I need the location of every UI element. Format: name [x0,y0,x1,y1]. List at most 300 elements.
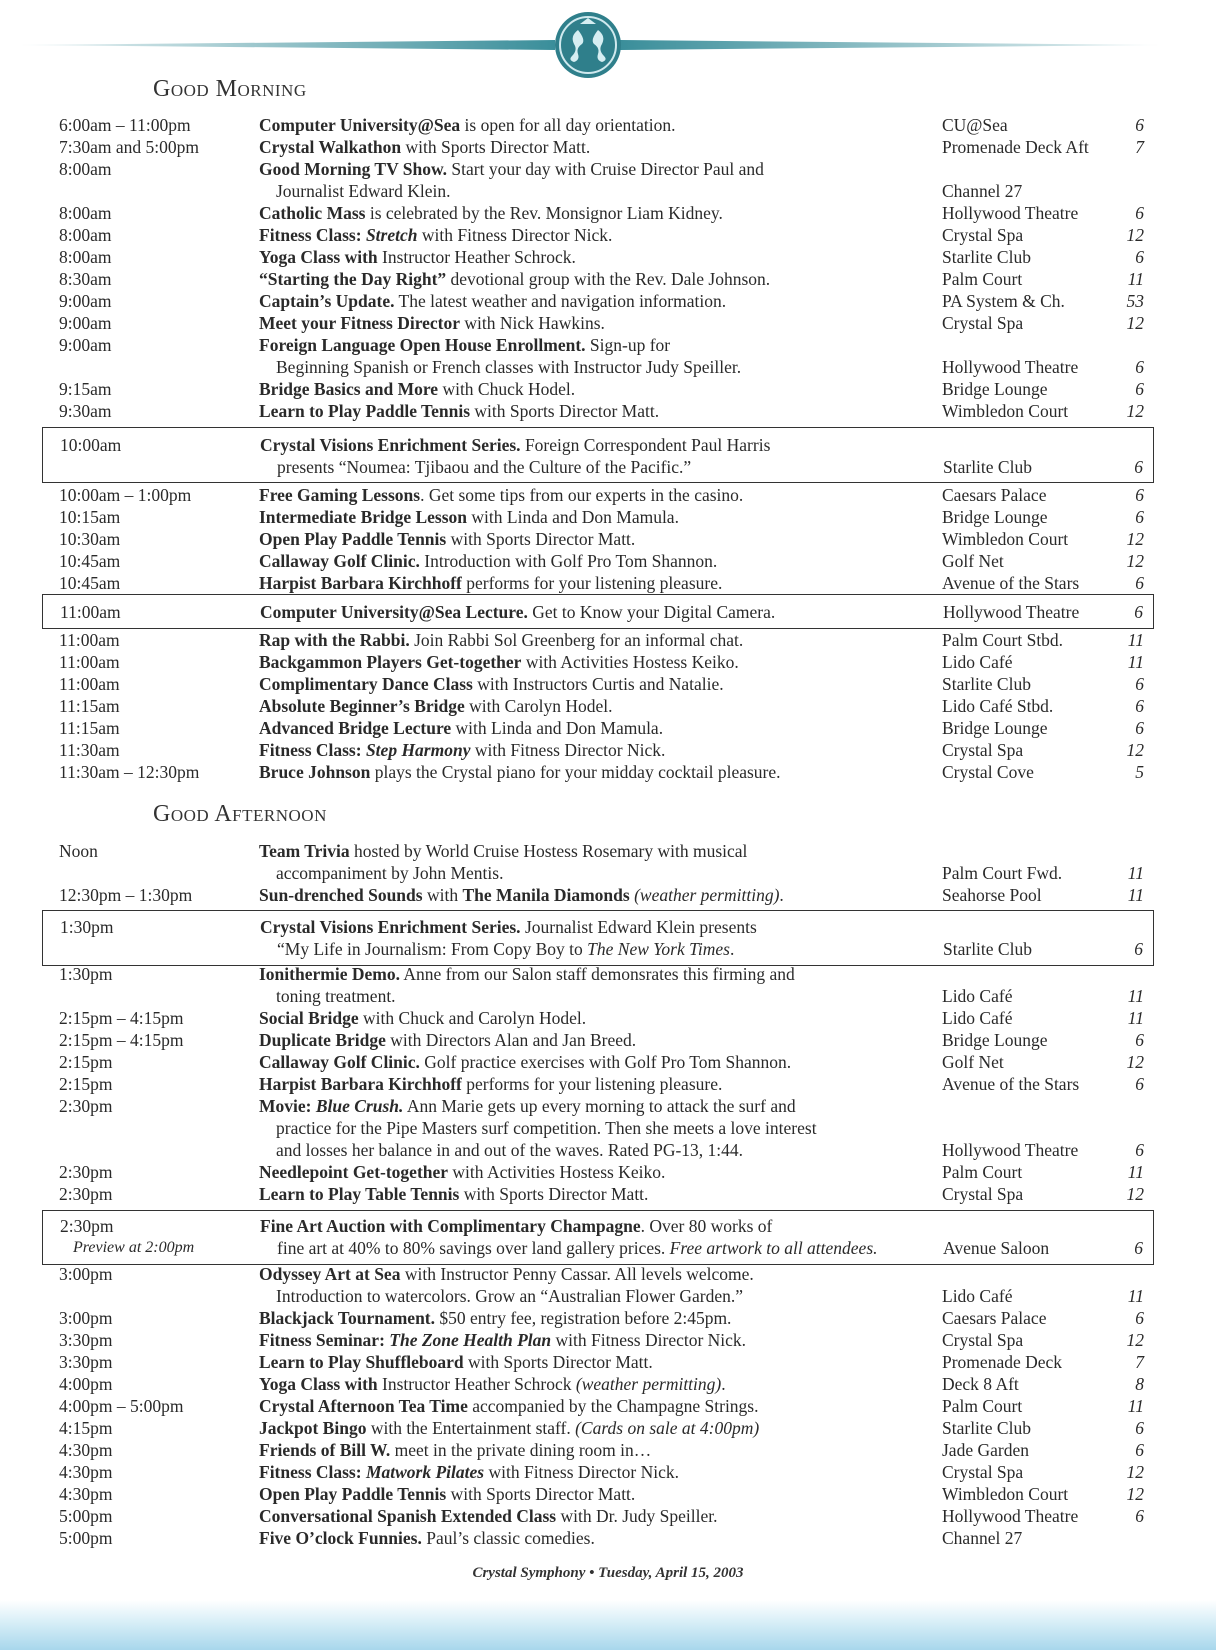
description-emphasis: Advanced Bridge Lecture [259,718,452,738]
event-description [259,550,940,572]
description-text: . Over 80 works of [640,1216,773,1236]
description-emphasis: (Cards on sale at 4:00pm) [575,1418,760,1438]
event-time-text: 8:00am [59,247,112,267]
schedule-row [42,840,1154,884]
event-time-text: 3:30pm [59,1352,113,1372]
event-venue: Wimbledon Court [942,1484,1069,1504]
event-time-text: 7:30am and 5:00pm [59,137,199,157]
event-deck-number: 6 [1135,1030,1144,1050]
schedule-row [42,695,1154,717]
description-emphasis: Captain’s Update. [259,291,395,311]
description-text: is celebrated by the Rev. Monsignor Liam Kidney. [365,203,723,223]
schedule-row [42,334,1154,378]
description-text: with Fitness Director Nick. [551,1330,747,1350]
event-time [59,506,254,528]
description-emphasis: The Zone Health Plan [389,1330,552,1350]
schedule-row [42,1483,1154,1505]
description-text: “My Life in Journalism: From Copy Boy to [277,939,588,959]
description-emphasis: Rap with the Rabbi. [259,630,410,650]
event-venue: Hollywood Theatre [942,1506,1079,1526]
event-venue: Promenade Deck [942,1352,1063,1372]
description-text: hosted by World Cruise Hostess Rosemary with musical [349,841,748,861]
event-time-text: 9:30am [59,401,112,421]
event-venue: Golf Net [942,551,1004,571]
event-description [259,312,940,334]
event-description [259,1417,940,1439]
event-deck-number: 6 [1134,1238,1143,1258]
description-emphasis: Bridge Basics and More [259,379,439,399]
event-preview-note: Preview at 2:00pm [73,1239,195,1256]
schedule-row [42,651,1154,673]
schedule-row [42,1395,1154,1417]
event-time [59,224,254,246]
event-deck-number: 6 [1135,1440,1144,1460]
event-description [259,629,940,651]
description-line [259,1483,940,1505]
description-emphasis: Absolute Beginner’s Bridge [259,696,465,716]
event-venue: Lido Café [942,652,1013,672]
event-description [259,1073,940,1095]
event-time-text: 11:00am [60,602,121,622]
event-deck-number: 11 [1127,885,1144,905]
event-deck-number: 6 [1135,1308,1144,1328]
description-emphasis: Five O’clock Funnies. [259,1528,422,1548]
description-text: Sign-up for [585,335,671,355]
event-time-text: 3:00pm [59,1264,113,1284]
event-venue: Palm Court [942,269,1023,289]
description-emphasis: Open Play Paddle Tennis [259,529,447,549]
description-text: performs for your listening pleasure. [461,573,723,593]
event-venue: Hollywood Theatre [942,1140,1079,1160]
description-emphasis: Yoga Class with [259,1374,378,1394]
event-time [59,1527,254,1549]
event-description [259,1007,940,1029]
afternoon-list-3 [42,1263,1154,1549]
description-emphasis: Fine Art Auction with Complimentary Champagne [260,1216,641,1236]
event-time [59,629,254,651]
event-venue: Palm Court Fwd. [942,863,1063,883]
event-deck-number: 11 [1127,1286,1144,1306]
description-line [259,884,940,906]
event-description [259,290,940,312]
event-description [260,601,941,623]
event-time-text: 11:00am [59,630,120,650]
event-venue: Caesars Palace [942,485,1047,505]
description-continuation: presents “Noumea: Tjibaou and the Culture of the Pacific.” [277,457,692,477]
event-time-text: 10:45am [59,551,121,571]
event-venue: Crystal Cove [942,762,1034,782]
schedule-row [42,1439,1154,1461]
section-title-afternoon: Good Afternoon [153,801,327,827]
section-title-morning: Good Morning [153,76,307,102]
event-time-text: 11:15am [59,696,120,716]
description-emphasis: Free Gaming Lessons [259,485,421,505]
seahorse-emblem-icon [555,12,621,78]
event-time [59,1007,254,1029]
event-description [259,717,940,739]
description-line [259,1051,940,1073]
description-text: with the Entertainment staff. [366,1418,576,1438]
schedule-row [42,378,1154,400]
description-emphasis: Good Morning TV Show. [259,159,448,179]
description-line [259,312,940,334]
description-emphasis: Matwork Pilates [365,1462,485,1482]
description-line [259,1263,940,1285]
description-line [259,114,940,136]
event-venue: Avenue Saloon [943,1238,1050,1258]
description-line [259,158,940,180]
description-text: with Sports Director Matt. [401,137,591,157]
description-emphasis: Callaway Golf Clinic. [259,1052,420,1072]
description-emphasis: (weather permitting) [634,885,780,905]
event-time [59,1263,254,1285]
schedule-row [42,1307,1154,1329]
event-venue: Channel 27 [942,181,1023,201]
schedule-row [42,1461,1154,1483]
description-line [259,629,940,651]
event-venue: CU@Sea [942,115,1008,135]
event-description [259,840,940,884]
event-venue: Lido Café [942,1286,1013,1306]
event-deck-number: 6 [1135,203,1144,223]
description-emphasis: Bruce Johnson [259,762,371,782]
schedule-row [42,246,1154,268]
event-time [59,202,254,224]
event-time [59,1183,254,1205]
event-venue: Crystal Spa [942,740,1024,760]
description-emphasis: Fitness Seminar: [259,1330,390,1350]
schedule-row [42,158,1154,202]
event-time [59,158,254,180]
event-time-text: 10:30am [59,529,121,549]
event-description [259,1483,940,1505]
schedule-row [42,484,1154,506]
event-venue: Hollywood Theatre [942,203,1079,223]
description-text: Introduction with Golf Pro Tom Shannon. [419,551,718,571]
event-time [59,1395,254,1417]
afternoon-list-2 [42,963,1154,1205]
event-description [259,739,940,761]
event-venue: Palm Court [942,1162,1023,1182]
description-text: . [721,1374,726,1394]
event-description [259,1461,940,1483]
event-description [259,1329,940,1351]
description-line [259,673,940,695]
event-deck-number: 7 [1135,137,1144,157]
description-emphasis: Backgammon Players Get-together [259,652,522,672]
event-time-text: 5:00pm [59,1506,113,1526]
event-venue: Starlite Club [943,457,1032,477]
event-description [259,1051,940,1073]
description-emphasis: Computer University@Sea [259,115,461,135]
description-text: performs for your listening pleasure. [461,1074,723,1094]
schedule-row [42,572,1154,594]
event-description [259,484,940,506]
event-time-text: 10:00am – 1:00pm [59,485,192,505]
event-deck-number: 12 [1126,1462,1144,1482]
event-deck-number: 6 [1135,718,1144,738]
event-description [260,916,941,960]
event-time [59,761,254,783]
schedule-row [42,717,1154,739]
description-line [259,528,940,550]
description-emphasis: Intermediate Bridge Lesson [259,507,468,527]
description-text: plays the Crystal piano for your midday cocktail pleasure. [370,762,781,782]
description-line [260,434,941,456]
event-time [59,1307,254,1329]
event-time-text: 2:15pm – 4:15pm [59,1030,184,1050]
description-emphasis: Duplicate Bridge [259,1030,386,1050]
event-time [60,1215,255,1259]
event-deck-number: 11 [1127,1162,1144,1182]
afternoon-box-1 [42,910,1154,966]
event-description [259,572,940,594]
description-emphasis: Movie: [259,1096,316,1116]
event-description [259,528,940,550]
description-continuation: Journalist Edward Klein. [276,181,451,201]
description-text: Get to Know your Digital Camera. [527,602,776,622]
description-emphasis: Stretch [365,225,418,245]
description-line [260,916,941,938]
event-deck-number: 6 [1134,602,1143,622]
event-time-text: 9:00am [59,335,112,355]
event-time-text: 3:30pm [59,1330,113,1350]
event-description [259,506,940,528]
schedule-row [42,136,1154,158]
event-venue: Crystal Spa [942,313,1024,333]
event-deck-number: 12 [1126,313,1144,333]
event-deck-number: 12 [1126,401,1144,421]
event-time-text: 4:30pm [59,1462,113,1482]
description-text: with Fitness Director Nick. [484,1462,679,1482]
event-time-text: 8:00am [59,225,112,245]
event-time-text: 2:30pm [59,1096,113,1116]
event-time-text: 4:00pm [59,1374,113,1394]
event-deck-number: 6 [1135,507,1144,527]
description-text: meet in the private dining room in… [390,1440,652,1460]
event-time [59,1373,254,1395]
description-line [259,1461,940,1483]
event-time-text: 9:15am [59,379,112,399]
event-venue: Palm Court Stbd. [942,630,1064,650]
description-line [259,550,940,572]
schedule-row [42,1417,1154,1439]
description-line [259,1439,940,1461]
morning-box-1 [42,427,1154,483]
event-description [259,695,940,717]
event-description [260,1215,941,1259]
event-deck-number: 11 [1127,630,1144,650]
description-text: with Sports Director Matt. [459,1184,649,1204]
event-time-text: 11:00am [59,674,120,694]
schedule-row [42,290,1154,312]
description-continuation: practice for the Pipe Masters surf competition. Then she meets a love interest [276,1118,817,1138]
description-text: with Carolyn Hodel. [464,696,613,716]
description-emphasis: Yoga Class with [259,247,378,267]
description-text: with Sports Director Matt. [446,529,636,549]
description-text: is open for all day orientation. [460,115,676,135]
event-time-text: 1:30pm [59,964,113,984]
event-description [259,1373,940,1395]
event-description [259,246,940,268]
event-description [259,202,940,224]
schedule-row [42,739,1154,761]
event-venue: Bridge Lounge [942,379,1048,399]
morning-box-2 [42,594,1154,629]
event-time-text: 6:00am – 11:00pm [59,115,191,135]
event-time [59,550,254,572]
event-deck-number: 6 [1135,1074,1144,1094]
event-venue: Golf Net [942,1052,1004,1072]
event-time-text: 11:15am [59,718,120,738]
schedule-row [43,1215,1153,1259]
event-time [59,717,254,739]
event-deck-number: 6 [1135,247,1144,267]
event-time [59,651,254,673]
event-deck-number: 11 [1127,863,1144,883]
description-line [259,378,940,400]
description-emphasis: Step Harmony [365,740,471,760]
event-time-text: 12:30pm – 1:30pm [59,885,193,905]
description-line [259,400,940,422]
description-line [259,695,940,717]
description-line [259,1351,940,1373]
description-line [259,202,940,224]
description-text: accompanied by the Champagne Strings. [467,1396,759,1416]
event-time [59,1051,254,1073]
event-deck-number: 12 [1126,1184,1144,1204]
description-line [259,1029,940,1051]
event-venue: Hollywood Theatre [942,357,1079,377]
event-description [259,1395,940,1417]
description-text: Join Rabbi Sol Greenberg for an informal chat. [409,630,744,650]
event-deck-number: 12 [1126,1484,1144,1504]
event-description [259,136,940,158]
event-description [259,1439,940,1461]
schedule-row [42,550,1154,572]
description-continuation: Introduction to watercolors. Grow an “Australian Flower Garden.” [276,1286,744,1306]
schedule-row [42,761,1154,783]
schedule-row [42,506,1154,528]
afternoon-box-2 [42,1210,1154,1265]
description-line [259,1395,940,1417]
event-deck-number: 6 [1135,1506,1144,1526]
event-venue: Channel 27 [942,1528,1023,1548]
event-description [259,673,940,695]
schedule-row [43,916,1153,960]
event-venue: Starlite Club [942,674,1031,694]
afternoon-list-1 [42,840,1154,906]
event-venue: Wimbledon Court [942,401,1069,421]
event-time [60,434,255,456]
event-time-text: 8:30am [59,269,112,289]
event-time [59,572,254,594]
schedule-row [42,1051,1154,1073]
event-venue: Starlite Club [943,939,1032,959]
event-time [59,1095,254,1117]
event-deck-number: 6 [1135,379,1144,399]
event-deck-number: 12 [1126,551,1144,571]
event-time-text: 11:00am [59,652,120,672]
description-continuation: accompaniment by John Mentis. [276,863,504,883]
description-emphasis: Foreign Language Open House Enrollment. [259,335,586,355]
event-time [59,246,254,268]
event-description [259,378,940,400]
schedule-row [42,1007,1154,1029]
event-time [59,1483,254,1505]
event-time [59,963,254,985]
event-time [59,1329,254,1351]
event-time-text: 9:00am [59,313,112,333]
description-text: with [422,885,463,905]
event-description [260,434,941,478]
event-deck-number: 11 [1127,269,1144,289]
event-venue: Lido Café [942,1008,1013,1028]
event-time-text: 10:15am [59,507,121,527]
description-line [259,1373,940,1395]
description-line [259,651,940,673]
event-description [259,334,940,378]
event-venue: Lido Café [942,986,1013,1006]
description-line [259,268,940,290]
event-time-text: 11:30am – 12:30pm [59,762,200,782]
description-text: . [729,939,735,959]
event-description [259,1351,940,1373]
description-text: with Linda and Don Mamula. [467,507,679,527]
description-text: with Linda and Don Mamula. [451,718,664,738]
event-description [259,1527,940,1549]
description-emphasis: Harpist Barbara Kirchhoff [259,573,462,593]
description-line [260,1215,941,1237]
description-emphasis: Learn to Play Paddle Tennis [259,401,471,421]
schedule-row [42,528,1154,550]
event-description [259,1095,940,1161]
description-text: with Directors Alan and Jan Breed. [385,1030,637,1050]
event-venue: Bridge Lounge [942,507,1048,527]
event-time-text: 4:30pm [59,1440,113,1460]
event-deck-number: 11 [1127,1396,1144,1416]
event-time-text: 2:15pm [59,1052,113,1072]
description-text: with Sports Director Matt. [463,1352,653,1372]
description-text: with Chuck Hodel. [438,379,576,399]
event-venue: PA System & Ch. [942,291,1065,311]
description-text: Start your day with Cruise Director Paul and [447,159,764,179]
event-description [259,224,940,246]
event-deck-number: 12 [1126,1052,1144,1072]
description-line [259,224,940,246]
event-description [259,158,940,202]
description-text: . Get some tips from our experts in the casino. [420,485,744,505]
event-deck-number: 6 [1135,1418,1144,1438]
event-description [259,884,940,906]
event-deck-number: 53 [1126,291,1144,311]
description-emphasis: Open Play Paddle Tennis [259,1484,447,1504]
description-line [260,601,941,623]
event-deck-number: 11 [1127,1008,1144,1028]
schedule-row [42,1183,1154,1205]
description-text: . [779,885,784,905]
event-time [59,1351,254,1373]
event-time [59,484,254,506]
event-description [259,651,940,673]
description-text: with Instructor Penny Cassar. All levels welcome. [400,1264,754,1284]
event-description [259,114,940,136]
event-time-text: 3:00pm [59,1308,113,1328]
schedule-row [42,1527,1154,1549]
description-line [259,484,940,506]
event-time-text: 11:30am [59,740,120,760]
event-time-text: 2:30pm [60,1216,114,1236]
